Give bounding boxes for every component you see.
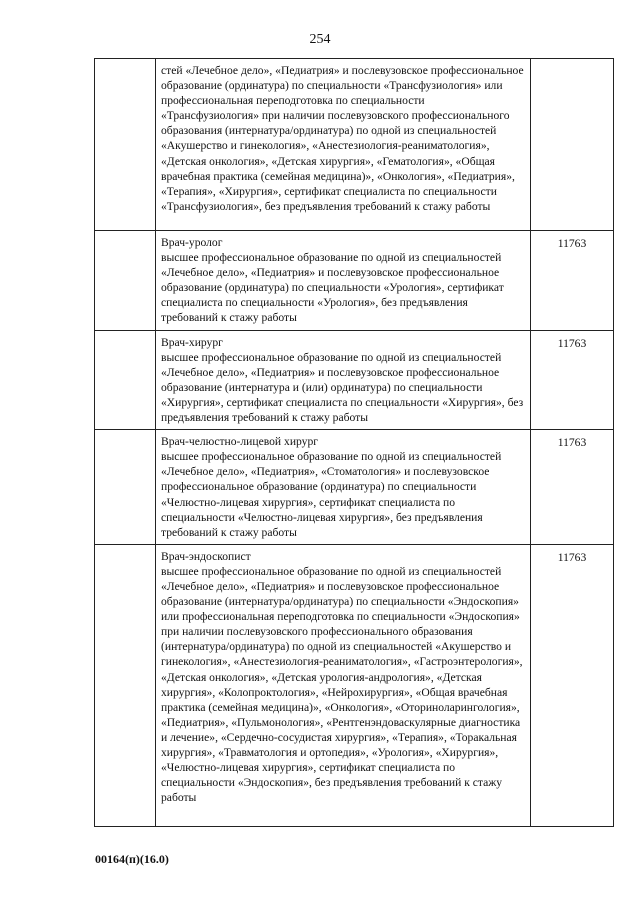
table-row [95, 231, 614, 331]
row-description: высшее профессиональное образование по одной из специальностей «Лечебное дело», «Педиатрия» и послевузовское профессиональное образование (интернатура и (или) ординатура) по специальности «Хирургия», сертификат специалиста по специальности «Хирургия», без предъявления требований к стажу работы [161, 350, 524, 425]
row-index-cell [95, 330, 156, 430]
row-index-cell [95, 231, 156, 331]
row-value: 11763 [531, 330, 614, 430]
row-description: стей «Лечебное дело», «Педиатрия» и послевузовское профессиональное образование (ординатура) по специальности «Трансфузиология» или профессиональная переподготовка по специальности «Трансфузиология» при наличии послевузовского профессионального образования (интернатура/ординатура) по одной из специальностей «Акушерство и гинекология», «Анестезиология-реаниматология», «Детская онкология», «Детская хирургия», «Гематология», «Общая врачебная практика (семейная медицина)», «Онкология», «Педиатрия», «Терапия», «Хирургия», сертификат специалиста по специальности «Трансфузиология», без предъявления требований к стажу работы [161, 64, 524, 213]
row-title: Врач-эндоскопист [161, 549, 251, 563]
footer-document-code: 00164(п)(16.0) [95, 852, 169, 866]
row-text-cell [156, 544, 531, 826]
table-row [95, 430, 614, 545]
row-value: 11763 [531, 544, 614, 826]
row-index-cell [95, 59, 156, 231]
row-title: Врач-уролог [161, 236, 223, 249]
table-row [95, 59, 614, 231]
row-text-cell [156, 59, 531, 231]
row-text-cell [156, 330, 531, 430]
qualification-table [94, 58, 614, 827]
row-index-cell [95, 430, 156, 545]
row-text-cell [156, 231, 531, 331]
row-title: Врач-челюстно-лицевой хирург [161, 435, 319, 449]
row-value-cell [531, 59, 614, 231]
row-text-cell [156, 430, 531, 545]
row-value: 11763 [531, 231, 614, 331]
row-description: высшее профессиональное образование по одной из специальностей «Лечебное дело», «Педиатрия» и послевузовское профессиональное образование (интернатура/ординатура) по специальности «Эндоскопия» или профессиональная переподготовка по специальности «Эндоскопия» при наличии послевузовского профессионального образования (интернатура/ординатура) по одной из специальностей «Акушерство и гинекология», «Анестезиология-реаниматология», «Гастроэнтерология», «Детская онкология», «Детская урология-андрология», «Детская хирургия», «Колопроктология», «Нейрохирургия», «Общая врачебная практика (семейная медицина)», «Онкология», «Оториноларингология», «Педиатрия», «Пульмонология», «Рентгенэндоваскулярные диагностика и лечение», «Сердечно-сосудистая хирургия», «Терапия», «Торакальная хирургия», «Травматология и ортопедия», «Урология», «Хирургия», «Челюстно-лицевая хирургия», сертификат специалиста по специальности «Эндоскопия», без предъявления требований к стажу работы [161, 564, 523, 805]
row-index-cell [95, 544, 156, 826]
row-description: высшее профессиональное образование по одной из специальностей «Лечебное дело», «Педиатрия» и послевузовское профессиональное образование (ординатура) по специальности «Урология», сертификат специалиста по специальности «Урология», без предъявления требований к стажу работы [161, 251, 504, 325]
row-value: 11763 [531, 430, 614, 545]
row-description: высшее профессиональное образование по одной из специальностей «Лечебное дело», «Педиатрия», «Стоматология» и послевузовское профессиональное образование (ординатура) по специальности «Челюстно-лицевая хирургия», сертификат специалиста по специальности «Челюстно-лицевая хирургия», без предъявления требований к стажу работы [161, 450, 502, 539]
page-number: 254 [309, 32, 331, 47]
table-row [95, 330, 614, 430]
row-title: Врач-хирург [161, 335, 223, 349]
table-row [95, 544, 614, 826]
